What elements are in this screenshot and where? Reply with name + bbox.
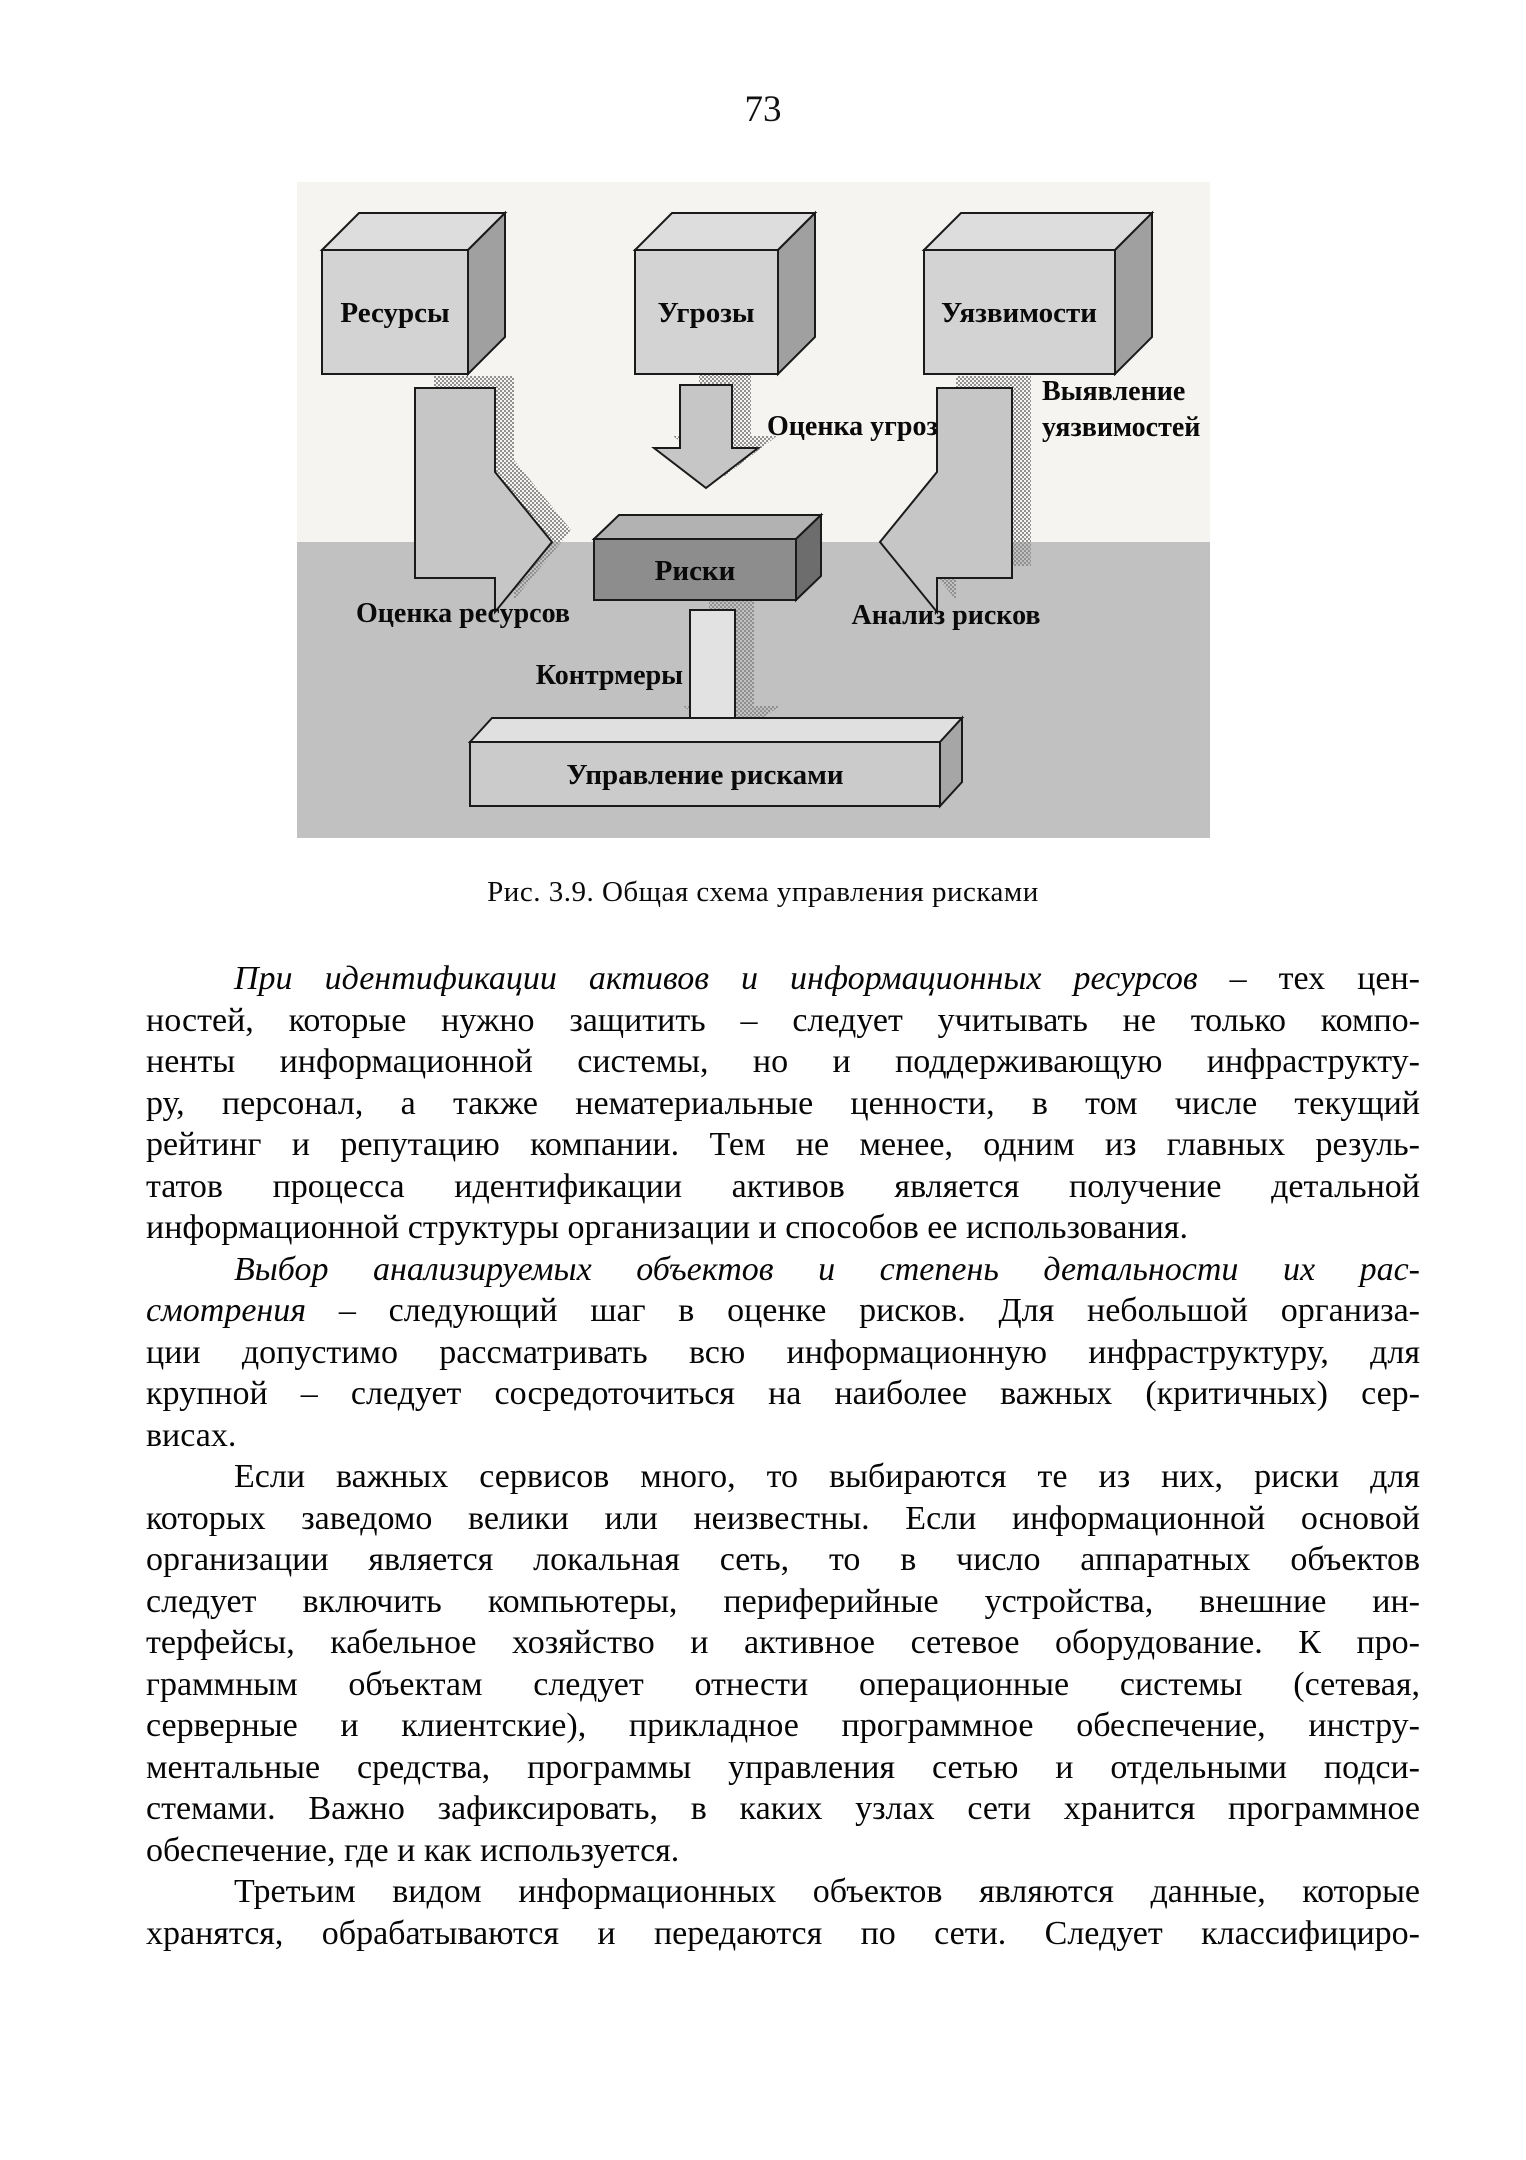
body-text-segment: рейтинг и репутацию компании. Тем не менее, одним из главных резуль- [146, 1126, 1420, 1163]
label-vulnerability-identification-line2: уязвимостей [1042, 412, 1201, 443]
body-text-segment: ностей, которые нужно защитить – следует учитывать не только компо- [146, 1001, 1420, 1039]
box-threats [635, 213, 815, 374]
body-text-segment: граммным объектам следует отнести операционные системы (сетевая, [146, 1665, 1420, 1703]
label-countermeasures: Контрмеры [535, 660, 683, 691]
body-text-italic-segment: Выбор анализируемых объектов и степень детальности их рас- [234, 1250, 1420, 1288]
body-text-segment: информационной структуры организации и способов ее использования. [146, 1209, 1188, 1246]
body-text-segment: обеспечение, где и как используется. [146, 1831, 680, 1869]
body-text-segment: серверные и клиентские), прикладное программное обеспечение, инстру- [146, 1707, 1420, 1744]
body-text-segment: – тех цен- [1197, 960, 1420, 997]
body-text-segment: ментальные средства, программы управления сетью и отдельными подси- [146, 1748, 1420, 1786]
body-text-segment: стемами. Важно зафиксировать, в каких узлах сети хранится программное [146, 1790, 1420, 1827]
box-risk-management-label: Управление рисками [566, 759, 844, 791]
body-line [146, 1705, 1420, 1747]
label-vulnerability-identification-line1: Выявление [1042, 376, 1186, 407]
body-text-italic-segment: При идентификации активов и информационных ресурсов [234, 960, 1198, 997]
body-text-segment: следует включить компьютеры, периферийные устройства, внешние ин- [146, 1582, 1420, 1620]
box-threats-label: Угрозы [657, 297, 755, 329]
body-line [146, 1622, 1420, 1664]
body-line [146, 1498, 1420, 1540]
body-line [146, 1332, 1420, 1374]
box-vulnerabilities [924, 213, 1152, 374]
body-text-segment: Если важных сервисов много, то выбираются те из них, риски для [234, 1458, 1420, 1495]
box-vulnerabilities-label: Уязвимости [941, 297, 1097, 329]
body-line [146, 1415, 1420, 1457]
box-risks-label: Риски [654, 555, 736, 587]
figure-caption: Рис. 3.9. Общая схема управления рисками [487, 876, 1039, 908]
body-text-segment: ции допустимо рассматривать всю информационную инфраструктуру, для [146, 1333, 1420, 1371]
body-line [146, 1166, 1420, 1208]
label-threat-assessment: Оценка угроз [767, 411, 938, 442]
label-risk-analysis: Анализ рисков [851, 600, 1041, 631]
page-number: 73 [744, 89, 782, 130]
body-line [146, 1788, 1420, 1830]
body-line [146, 1290, 1420, 1332]
body-text-segment: татов процесса идентификации активов является получение детальной [146, 1167, 1420, 1205]
body-text-segment: Третьим видом информационных объектов являются данные, которые [234, 1873, 1420, 1910]
box-risk-management-top [470, 718, 962, 742]
box-resources-label: Ресурсы [340, 297, 450, 329]
body-line [146, 1456, 1420, 1498]
body-line [146, 1249, 1420, 1291]
body-line [146, 1539, 1420, 1581]
body-line [146, 1041, 1420, 1083]
diagram-canvas [297, 182, 1210, 838]
body-text-segment: – следующий шаг в оценке рисков. Для небольшой организа- [306, 1292, 1420, 1329]
body-line [146, 1124, 1420, 1166]
body-text-segment: висах. [146, 1416, 237, 1454]
body-text-segment: ру, персонал, а также нематериальные ценности, в том числе текущий [146, 1084, 1420, 1122]
figure-risk-management-diagram [297, 182, 1210, 838]
body-line [146, 958, 1420, 1000]
body-line [146, 1747, 1420, 1789]
body-line [146, 1207, 1420, 1249]
body-text-segment: крупной – следует сосредоточиться на наиболее важных (критичных) сер- [146, 1375, 1420, 1412]
body-line [146, 1000, 1420, 1042]
body-line [146, 1373, 1420, 1415]
body-line [146, 1871, 1420, 1913]
body-text-segment: ненты информационной системы, но и поддерживающую инфраструкту- [146, 1043, 1420, 1080]
body-line [146, 1830, 1420, 1872]
box-risks-top [594, 515, 821, 539]
body-text-segment: организации является локальная сеть, то в число аппаратных объектов [146, 1541, 1420, 1578]
box-resources [322, 213, 505, 374]
body-line [146, 1664, 1420, 1706]
label-resource-assessment: Оценка ресурсов [355, 598, 571, 629]
box-vulnerabilities-top [924, 213, 1152, 250]
body-line [146, 1913, 1420, 1955]
body-text [146, 958, 1420, 1954]
body-text-segment: хранятся, обрабатываются и передаются по сети. Следует классифициро- [146, 1914, 1420, 1952]
body-text-segment: терфейсы, кабельное хозяйство и активное сетевое оборудование. К про- [146, 1624, 1420, 1661]
body-text-italic-segment: смотрения [146, 1292, 307, 1329]
body-line [146, 1083, 1420, 1125]
body-line [146, 1581, 1420, 1623]
body-text-segment: которых заведомо велики или неизвестны. Если информационной основой [146, 1499, 1420, 1537]
